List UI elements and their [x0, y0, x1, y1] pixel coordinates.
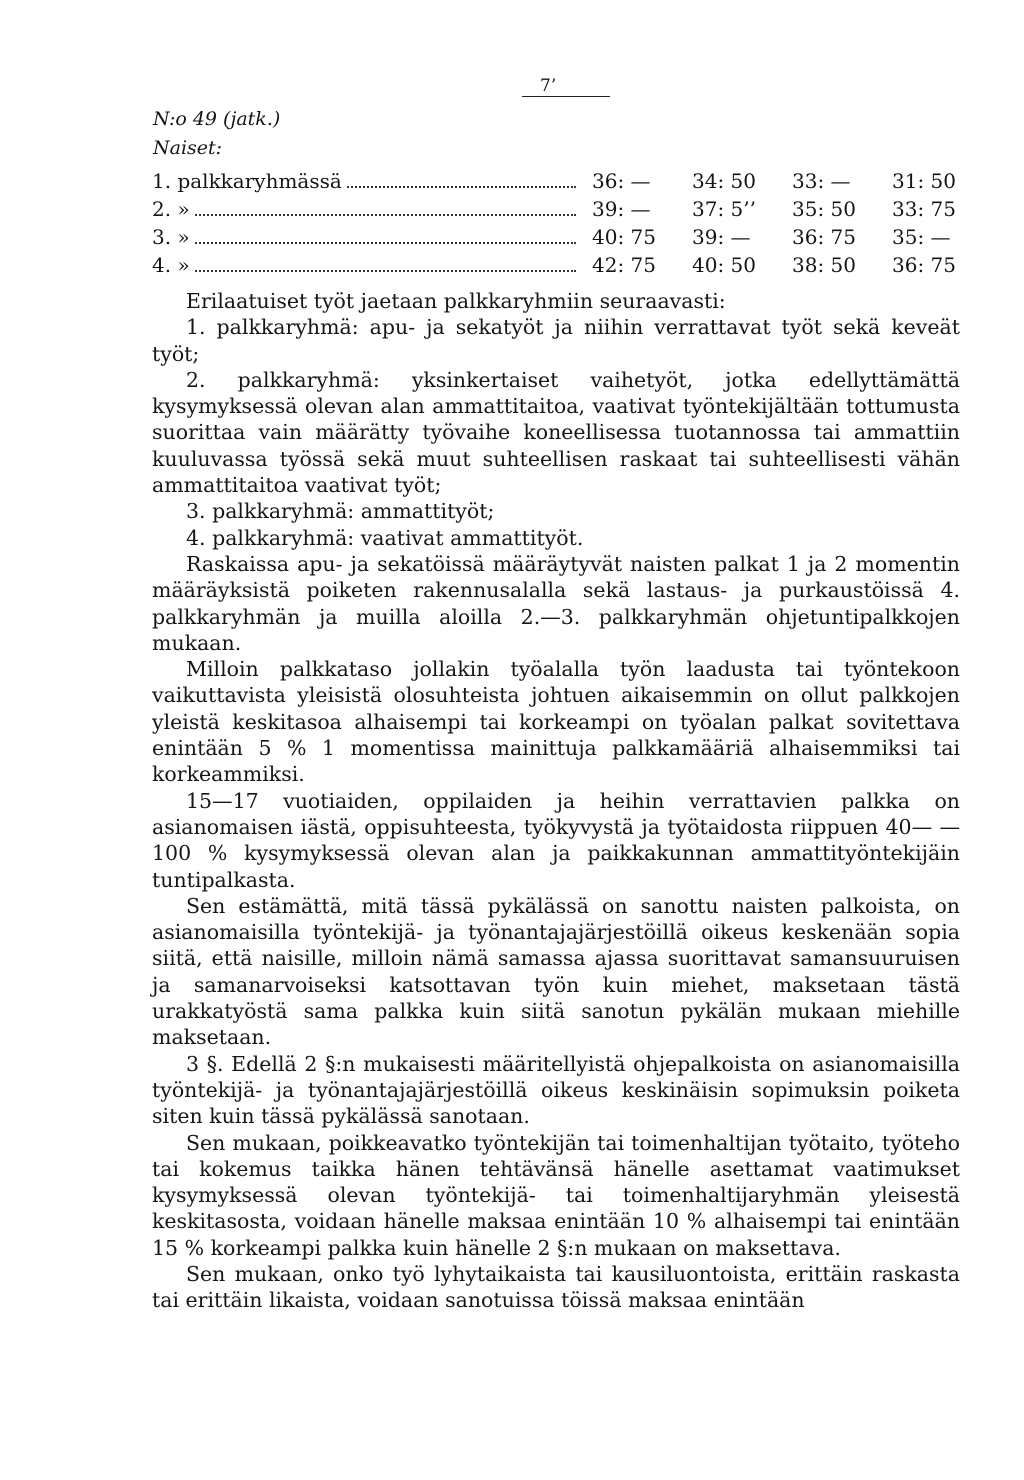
paragraph-heavy-work: Raskaissa apu- ja sekatöissä määräytyvät naisten palkat 1 ja 2 momentin määräyksistä poiketen rakennusalalla sekä lastaus- ja purkaustöissä 4. palkkaryhmän ja muilla aloilla 2.—3. palkkaryhmän ohjetuntipalkkojen mukaan. — [152, 551, 960, 655]
wage-group-label: 1. palkkaryhmässä — [152, 169, 345, 193]
wage-value: 39: — — [592, 197, 651, 221]
body-text — [152, 288, 960, 1314]
paragraph-youth-wages: 15—17 vuotiaiden, oppilaiden ja heihin verrattavien palkka on asianomaisen iästä, oppisuhteesta, työkyvystä ja työtaidosta riippuen 40— —100 % kysymyksessä olevan alan ja paikkakunnan ammattityöntekijäin tuntipalkasta. — [152, 788, 960, 892]
wage-group-cell — [152, 197, 592, 225]
paragraph-group-3: 3. palkkaryhmä: ammattityöt; — [186, 499, 495, 524]
wage-group-cell — [152, 169, 592, 197]
wage-group-label: 3. » — [152, 225, 193, 249]
wage-value: 40: 75 — [592, 225, 656, 249]
leader-dots — [152, 270, 576, 272]
leader-dots — [152, 214, 576, 216]
table-row — [152, 169, 992, 197]
paragraph-section-3: 3 §. Edellä 2 §:n mukaisesti määritellyistä ohjepalkoista on asianomaisilla työntekijä- ja työnantajajärjestöillä oikeus keskinäisin sopimuksin poiketa siten kuin tässä pykälässä sanotaan. — [152, 1051, 960, 1129]
leader-dots — [152, 242, 576, 244]
paragraph-group-2: 2. palkkaryhmä: yksinkertaiset vaihetyöt, jotka edellyttämättä kysymyksessä olevan alan ammattitaitoa, vaativat työntekijältään tottumusta suorittaa vain määrätty työvaihe koneellisessa tuotannossa tai ammattiin kuuluvassa työssä sekä muut suhteellisen raskaat tai suhteellisesti vähän ammattitaitoa vaativat työt; — [152, 367, 960, 498]
wage-value: 36: 75 — [892, 253, 956, 277]
wage-table — [152, 169, 992, 281]
table-row — [152, 197, 992, 225]
table-row — [152, 225, 992, 253]
wage-group-label: 4. » — [152, 253, 193, 277]
wage-value: 40: 50 — [692, 253, 756, 277]
paragraph-group-1: 1. palkkaryhmä: apu- ja sekatyöt ja niihin verrattavat työt sekä keveät työt; — [152, 315, 960, 366]
wage-group-cell — [152, 225, 592, 253]
paragraph-intro: Erilaatuiset työt jaetaan palkkaryhmiin seuraavasti: — [186, 289, 726, 313]
wage-value: 31: 50 — [892, 169, 956, 193]
wage-value: 42: 75 — [592, 253, 656, 277]
wage-value: 38: 50 — [792, 253, 856, 277]
wage-group-cell — [152, 253, 592, 281]
paragraph-group-4: 4. palkkaryhmä: vaativat ammattityöt. — [186, 525, 584, 550]
wage-value: 34: 50 — [692, 169, 756, 193]
paragraph-deviation: Sen mukaan, poikkeavatko työntekijän tai toimenhaltijan työtaito, työteho tai kokemus taikka hänen tehtävänsä hänelle asettamat vaatimukset kysymyksessä olevan työntekijä- tai toimenhaltijaryhmän yleisestä keskitasosta, voidaan hänelle maksaa enintään 10 % alhaisempi tai enintään 15 % korkeampi palkka kuin hänelle 2 §:n mukaan on maksettava. — [152, 1130, 960, 1260]
wage-group-label: 2. » — [152, 197, 193, 221]
paragraph-wage-level: Milloin palkkataso jollakin työalalla työn laadusta tai työntekoon vaikuttavista yleisistä olosuhteista johtuen aikaisemmin on ollut palkkojen yleistä keskitasoa alhaisempi tai korkeampi on työalan palkat sovitettava enintään 5 % 1 momentissa mainittuja palkkamääriä alhaisemmiksi tai korkeammiksi. — [152, 657, 960, 787]
paragraph-equal-pay: Sen estämättä, mitä tässä pykälässä on sanottu naisten palkoista, on asianomaisilla työntekijä- ja työnantajajärjestöillä oikeus keskenään sopia siitä, että naisille, milloin nämä samassa ajassa suorittavat samansuuruisen ja samanarvoiseksi katsottavan työn kuin miehet, maksetaan tästä urakkatyöstä sama palkka kuin siitä sanotun pykälän mukaan miehille maksetaan. — [152, 893, 960, 1050]
wage-value: 35: — — [892, 225, 951, 249]
wage-value: 36: — — [592, 169, 651, 193]
wage-value: 35: 50 — [792, 197, 856, 221]
paragraph-seasonal: Sen mukaan, onko työ lyhytaikaista tai kausiluontoista, erittäin raskasta tai erittäin likaista, voidaan sanotuissa töissä maksaa enintään — [152, 1261, 960, 1313]
wage-value: 39: — — [692, 225, 751, 249]
wage-value: 36: 75 — [792, 225, 856, 249]
page-number: 7’ — [522, 76, 610, 97]
section-label: N:o 49 (jatk.) — [153, 108, 281, 130]
wage-value: 33: 75 — [892, 197, 956, 221]
subsection-label: Naiset: — [153, 137, 223, 159]
wage-value: 33: — — [792, 169, 851, 193]
wage-value: 37: 5’’ — [692, 197, 756, 221]
table-row — [152, 253, 992, 281]
